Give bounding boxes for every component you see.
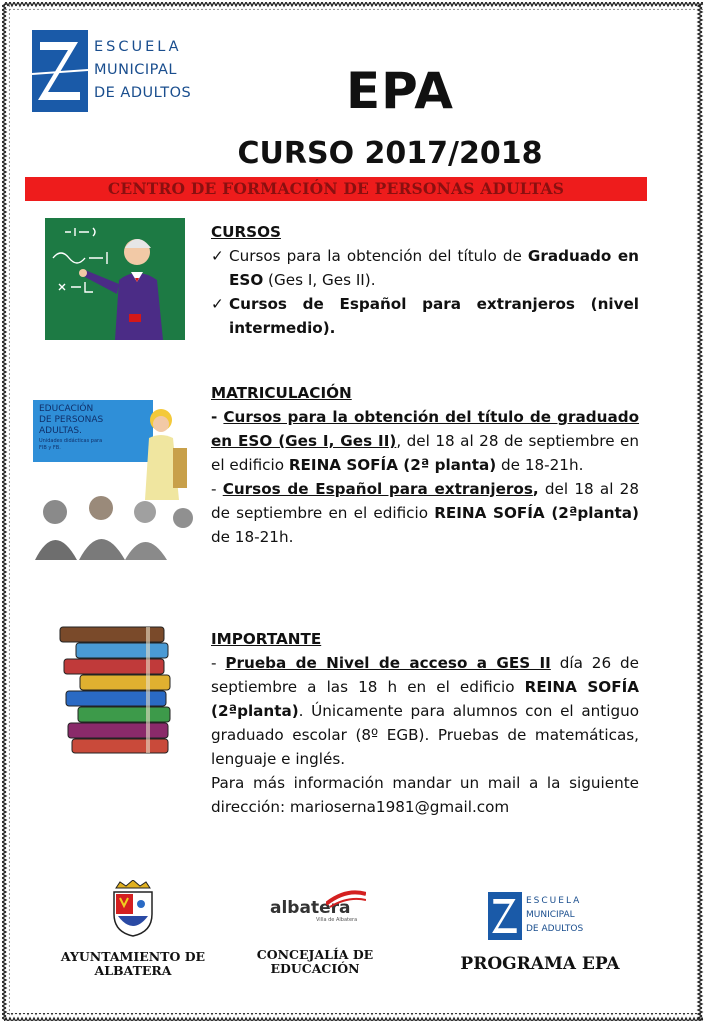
- coat-of-arms-icon: [110, 880, 156, 938]
- importante-p1-building: REINA SOFÍA (2ªplanta): [211, 678, 639, 720]
- adults-book-line-2: DE PERSONAS: [39, 415, 104, 425]
- adults-book-line-1: EDUCACIÓN: [39, 404, 94, 414]
- dash: -: [211, 654, 226, 672]
- ayto-line-1: AYUNTAMIENTO DE: [60, 949, 206, 964]
- section-matriculacion: [211, 381, 639, 549]
- importante-paragraph-1: [211, 651, 639, 771]
- matriculacion-p1-text: , del 18 al 28 de septiembre en el edificio: [211, 432, 640, 474]
- adult-education-illustration-icon: [33, 400, 193, 560]
- matriculacion-paragraph-2: [211, 477, 639, 549]
- banner-text: CENTRO DE FORMACIÓN DE PERSONAS ADULTAS: [107, 179, 565, 198]
- footer-logo-mark-icon: [488, 892, 522, 940]
- adults-book-line-3: ADULTAS.: [39, 426, 82, 436]
- logo-line-1: ESCUELA: [94, 39, 182, 55]
- footer-concejalia: [240, 890, 390, 976]
- matriculacion-p1-end: de 18-21h.: [496, 456, 584, 474]
- footer-ayuntamiento: [58, 880, 208, 978]
- matriculacion-paragraph-1: [211, 405, 639, 477]
- books-stack-illustration-icon: [50, 615, 185, 760]
- matriculacion-heading: MATRICULACIÓN: [211, 384, 352, 402]
- concejalia-line-2: EDUCACIÓN: [270, 961, 360, 976]
- footer-escuela-logo: [488, 888, 588, 944]
- teacher-illustration-icon: [45, 218, 185, 340]
- cursos-item-1-bold: Graduado en ESO: [229, 247, 639, 289]
- section-cursos: [211, 220, 639, 340]
- footer-logo-line-3: DE ADULTOS: [526, 924, 584, 934]
- logo-line-3: DE ADULTOS: [94, 85, 192, 101]
- albatera-logo-text: albatera: [270, 898, 351, 918]
- comma: ,: [532, 480, 539, 498]
- cursos-item-1-end: (Ges I, Ges II).: [263, 271, 376, 289]
- matriculacion-p2-building: REINA SOFÍA (2ªplanta): [434, 504, 639, 522]
- importante-level-test: Prueba de Nivel de acceso a GES II: [225, 654, 551, 672]
- cursos-item-2-text: Cursos de Español para extranjeros (nivel intermedio).: [229, 295, 639, 337]
- importante-paragraph-2: Para más información mandar un mail a la siguiente dirección: marioserna1981@gmail.com: [211, 774, 639, 816]
- dash: -: [211, 408, 224, 426]
- footer-logo-line-2: MUNICIPAL: [526, 910, 575, 920]
- logo-line-2: MUNICIPAL: [94, 62, 177, 78]
- albatera-logo-sub: Villa de Albatera: [316, 917, 358, 923]
- banner: [25, 177, 647, 201]
- albatera-logo: [240, 890, 390, 922]
- page-title: EPA: [346, 62, 454, 120]
- page-subtitle: CURSO 2017/2018: [237, 136, 543, 171]
- adults-book-line-5: FIB y FB.: [39, 445, 61, 451]
- cursos-heading: CURSOS: [211, 223, 281, 241]
- list-item: [211, 292, 639, 340]
- matriculacion-eso-course: Cursos para la obtención del título de graduado en ESO (Ges I, Ges II): [211, 408, 640, 450]
- importante-p1-end: . Únicamente para alumnos con el antiguo graduado escolar (8º EGB). Pruebas de matemáticas, lenguaje e inglés.: [211, 702, 639, 768]
- ayto-line-2: ALBATERA: [94, 963, 172, 978]
- matriculacion-p2-text: del 18 al 28 de septiembre en el edificio: [211, 480, 639, 522]
- matriculacion-p1-building: REINA SOFÍA (2ª planta): [288, 456, 497, 474]
- matriculacion-spanish-course: Cursos de Español para extranjeros: [222, 480, 533, 498]
- importante-heading: IMPORTANTE: [211, 630, 322, 648]
- section-importante: [211, 627, 639, 819]
- adults-book-line-4: Unidades didácticas para: [39, 438, 103, 444]
- matriculacion-p2-end: de 18-21h.: [211, 528, 294, 546]
- albatera-swoosh-icon: [326, 890, 366, 908]
- programa-epa-label: PROGRAMA EPA: [460, 954, 620, 974]
- concejalia-line-1: CONCEJALÍA DE: [256, 947, 374, 962]
- list-item: [211, 244, 639, 292]
- importante-p1-text: día 26 de septiembre a las 18 h en el edificio: [211, 654, 639, 696]
- footer-programa: [440, 888, 640, 974]
- cursos-item-1-text: Cursos para la obtención del título de: [229, 247, 528, 265]
- footer-logo-line-1: ESCUELA: [526, 896, 582, 906]
- dash: -: [211, 480, 223, 498]
